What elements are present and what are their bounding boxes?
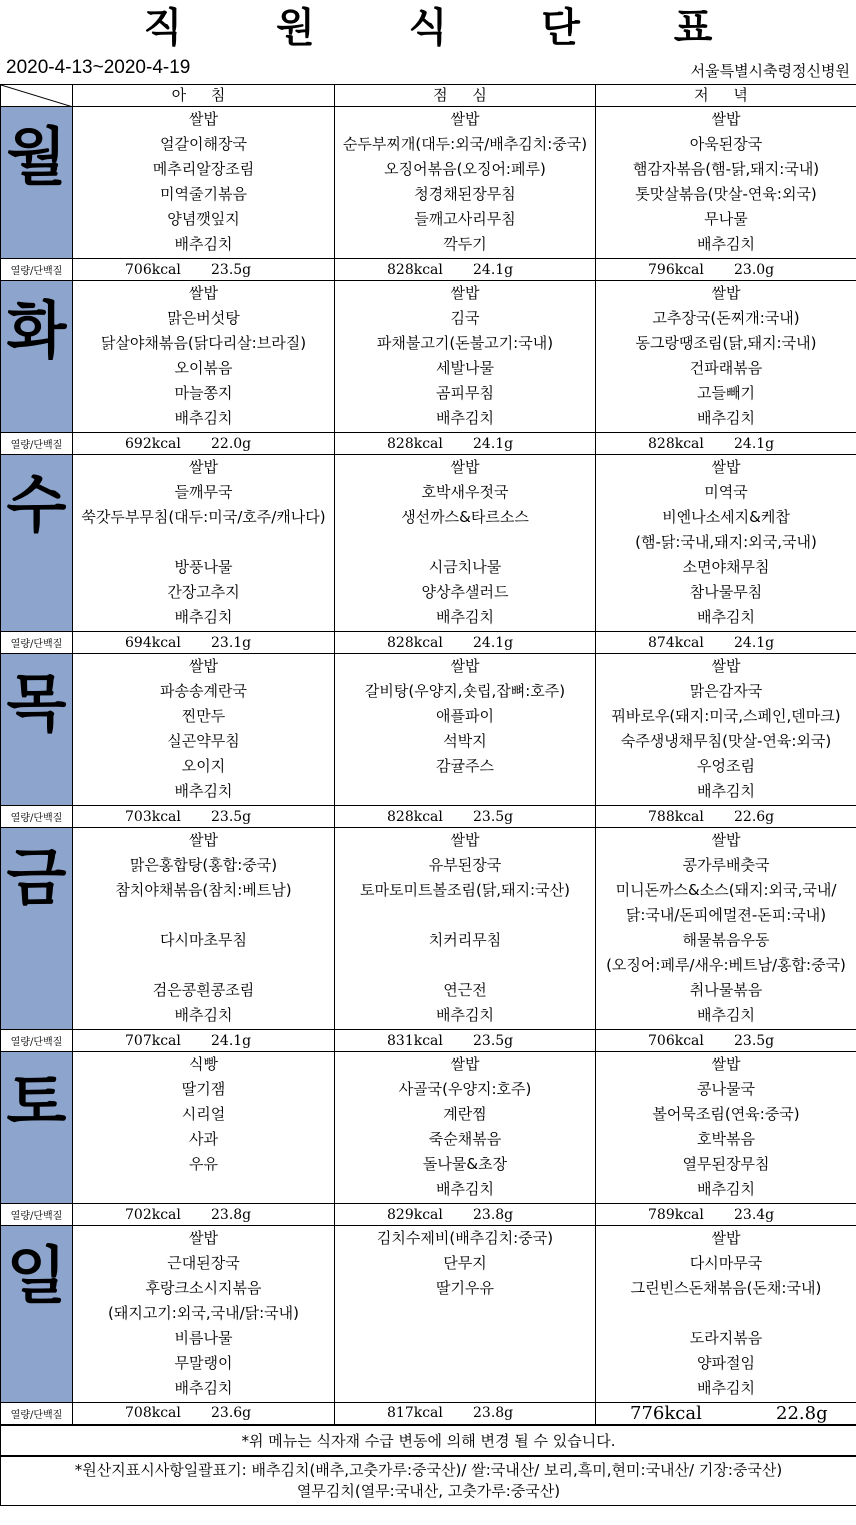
- origin-line-1: *원산지표시사항일괄표기: 배추김치(배추,고춧가루:중국산)/ 쌀:국내산/ 보리,흑미,현미:국내산/ 기장:중국산): [74, 1460, 783, 1479]
- menu-item: 쌀밥: [450, 458, 480, 476]
- breakfast-cell: [73, 455, 335, 632]
- stat-label: 열량/단백질: [1, 259, 73, 281]
- calories-value: 706kcal: [648, 1032, 704, 1049]
- lunch-cell: [335, 281, 596, 433]
- protein-value: 23.5g: [734, 1032, 775, 1049]
- menu-item: 오징어볶음(오징어:페루): [384, 160, 546, 178]
- menu-item: 배추김치: [174, 409, 233, 427]
- menu-item: 파송송계란국: [160, 682, 247, 700]
- menu-item: 연근전: [443, 981, 487, 999]
- menu-item: 비름나물: [174, 1329, 233, 1347]
- dinner-cell: [596, 828, 856, 1030]
- stat-cell: [596, 1204, 856, 1226]
- protein-value: 22.0g: [211, 435, 252, 452]
- menu-item: 양상추샐러드: [421, 583, 509, 601]
- calories-value: 828kcal: [387, 435, 443, 452]
- menu-item: 다시마무국: [689, 1254, 763, 1272]
- menu-item: 방풍나물: [174, 558, 233, 576]
- menu-item: [335, 530, 595, 555]
- day-row: [1, 455, 856, 632]
- menu-item: [335, 1376, 595, 1401]
- calories-value: 829kcal: [387, 1206, 443, 1223]
- protein-value: 22.6g: [734, 808, 775, 825]
- day-label: 수: [1, 455, 73, 632]
- menu-item: 쌀밥: [711, 458, 741, 476]
- stat-cell: [596, 632, 856, 654]
- stat-label: 열량/단백질: [1, 806, 73, 828]
- menu-item: 호박새우젓국: [421, 483, 509, 501]
- breakfast-cell: [73, 107, 335, 259]
- menu-item: (돼지고기:외국,국내/닭:국내): [107, 1304, 300, 1322]
- menu-item: 미니돈까스&소스(돼지:외국,국내/: [615, 881, 837, 899]
- menu-item: 마늘쫑지: [174, 384, 233, 402]
- menu-item: 우엉조림: [697, 757, 755, 775]
- calories-value: 703kcal: [125, 808, 181, 825]
- protein-value: 24.1g: [211, 1032, 252, 1049]
- menu-item: [596, 1301, 856, 1326]
- calories-value: 706kcal: [125, 261, 181, 278]
- menu-item: 참치야채볶음(참치:베트남): [115, 881, 292, 899]
- menu-item: 콩가루배춧국: [682, 856, 770, 874]
- menu-item: 볼어묵조림(연육:중국): [652, 1105, 800, 1123]
- menu-item: 톳맛살볶음(맛살-연육:외국): [635, 185, 817, 203]
- menu-item: 열무된장무침: [682, 1155, 770, 1173]
- menu-item: 배추김치: [697, 1006, 755, 1024]
- menu-item: 유부된장국: [428, 856, 502, 874]
- calories-value: 708kcal: [125, 1405, 181, 1422]
- menu-item: [335, 903, 595, 928]
- menu-item: 배추김치: [174, 235, 233, 253]
- calories-value: 707kcal: [125, 1032, 181, 1049]
- menu-item: 미역국: [704, 483, 748, 501]
- menu-item: 배추김치: [697, 409, 755, 427]
- menu-item: 숙주생냉채무침(맛살-연육:외국): [620, 732, 832, 750]
- menu-item: 쌀밥: [189, 458, 218, 476]
- corner-cell: [1, 85, 73, 107]
- calories-value: 776kcal: [630, 1402, 702, 1424]
- protein-value: 24.1g: [734, 435, 775, 452]
- menu-item: 쌀밥: [711, 110, 741, 128]
- protein-value: 23.8g: [473, 1405, 514, 1422]
- menu-item: 미역줄기볶음: [160, 185, 247, 203]
- menu-item: 우유: [189, 1155, 218, 1173]
- menu-item: 김치수제비(배추김치:중국): [376, 1229, 554, 1247]
- dinner-cell: [596, 455, 856, 632]
- calories-value: 828kcal: [387, 634, 443, 651]
- stat-row: [1, 632, 856, 654]
- menu-item: 후랑크소시지볶음: [145, 1279, 262, 1297]
- menu-item: 쌀밥: [189, 110, 218, 128]
- protein-value: 23.5g: [211, 261, 252, 278]
- origin-text: [1, 1456, 856, 1506]
- menu-item: 고들빼기: [697, 384, 755, 402]
- menu-item: 양파절임: [697, 1354, 755, 1372]
- menu-item: 배추김치: [436, 409, 494, 427]
- lunch-cell: [335, 455, 596, 632]
- breakfast-cell: [73, 1226, 335, 1403]
- menu-item: [73, 953, 334, 978]
- calories-value: 874kcal: [648, 634, 704, 651]
- menu-item: 얼갈이해장국: [160, 135, 247, 153]
- menu-item: 아욱된장국: [689, 135, 763, 153]
- stat-label: 열량/단백질: [1, 1204, 73, 1226]
- calories-value: 817kcal: [387, 1405, 443, 1422]
- menu-item: 감귤주스: [436, 757, 494, 775]
- date-range: 2020-4-13~2020-4-19: [6, 57, 191, 78]
- origin-line-2: 열무김치(열무:국내산, 고춧가루:중국산): [296, 1481, 561, 1500]
- menu-item: 쌀밥: [189, 831, 218, 849]
- menu-item: 석박지: [443, 732, 487, 750]
- lunch-cell: [335, 1052, 596, 1204]
- menu-item: [73, 903, 334, 928]
- breakfast-cell: [73, 654, 335, 806]
- column-lunch: 점 심: [335, 85, 596, 107]
- menu-item: 고추장국(돈찌개:국내): [652, 309, 800, 327]
- menu-item: 쌀밥: [711, 1055, 741, 1073]
- day-label: 목: [1, 654, 73, 806]
- protein-value: 23.8g: [211, 1206, 252, 1223]
- stat-cell: [73, 433, 335, 455]
- protein-value: 24.1g: [473, 435, 514, 452]
- calories-value: 796kcal: [648, 261, 704, 278]
- menu-table: [0, 84, 856, 1506]
- dinner-cell: [596, 281, 856, 433]
- menu-item: 쌀밥: [711, 657, 741, 675]
- breakfast-cell: [73, 1052, 335, 1204]
- stat-cell: [596, 1030, 856, 1052]
- menu-item: 딸기우유: [436, 1279, 494, 1297]
- menu-item: 시리얼: [181, 1105, 226, 1123]
- dinner-cell: [596, 1226, 856, 1403]
- menu-item: 실곤약무침: [167, 732, 240, 750]
- dinner-cell: [596, 1052, 856, 1204]
- menu-item: 치커리무침: [428, 931, 502, 949]
- menu-item: 세발나물: [436, 359, 494, 377]
- menu-item: 쑥갓두부무침(대두:미국/호주/캐나다): [81, 508, 326, 526]
- stat-cell: [596, 806, 856, 828]
- menu-item: 건파래볶음: [689, 359, 763, 377]
- stat-cell: [596, 433, 856, 455]
- menu-item: 닭살야채볶음(닭다리살:브라질): [100, 334, 307, 352]
- menu-item: 토마토미트볼조림(닭,돼지:국산): [360, 881, 570, 899]
- day-label: 일: [1, 1226, 73, 1403]
- day-label: 화: [1, 281, 73, 433]
- menu-item: 배추김치: [436, 1006, 494, 1024]
- calories-value: 694kcal: [125, 634, 181, 651]
- day-row: [1, 281, 856, 433]
- menu-item: 근대된장국: [167, 1254, 240, 1272]
- stat-row: [1, 1403, 856, 1425]
- menu-item: 돌나물&초장: [422, 1155, 508, 1173]
- stat-label: 열량/단백질: [1, 1030, 73, 1052]
- menu-item: 순두부찌개(대두:외국/배추김치:중국): [342, 135, 588, 153]
- menu-item: 쌀밥: [711, 1229, 741, 1247]
- menu-item: 배추김치: [697, 782, 755, 800]
- page-title: 직 원 식 단 표: [143, 5, 753, 51]
- stat-cell: [73, 1204, 335, 1226]
- stat-row: [1, 1030, 856, 1052]
- protein-value: 23.0g: [734, 261, 775, 278]
- menu-item: 간장고추지: [167, 583, 240, 601]
- stat-label: 열량/단백질: [1, 632, 73, 654]
- stat-cell: [335, 433, 596, 455]
- menu-item: [73, 530, 334, 555]
- menu-item: 맑은홍합탕(홍합:중국): [129, 856, 278, 874]
- menu-item: 곰피무침: [436, 384, 494, 402]
- menu-item: 맑은감자국: [689, 682, 763, 700]
- protein-value: 23.1g: [211, 634, 252, 651]
- stat-cell: [73, 1403, 335, 1425]
- menu-item: 배추김치: [174, 1379, 233, 1397]
- stat-cell: [335, 1030, 596, 1052]
- menu-item: 그린빈스돈채볶음(돈채:국내): [630, 1279, 822, 1297]
- menu-item: 배추김치: [174, 1006, 233, 1024]
- menu-item: 취나물볶음: [689, 981, 763, 999]
- menu-item: 검은콩흰콩조림: [152, 981, 255, 999]
- menu-item: 동그랑땡조림(닭,돼지:국내): [635, 334, 817, 352]
- day-label: 월: [1, 107, 73, 259]
- menu-item: 쌀밥: [189, 284, 218, 302]
- stat-cell: [335, 1403, 596, 1425]
- menu-item: 무나물: [704, 210, 748, 228]
- menu-item: 도라지볶음: [689, 1329, 763, 1347]
- breakfast-cell: [73, 828, 335, 1030]
- menu-item: 애플파이: [436, 707, 494, 725]
- dinner-cell: [596, 654, 856, 806]
- menu-item: 딸기잼: [181, 1080, 226, 1098]
- lunch-cell: [335, 107, 596, 259]
- menu-item: 쌀밥: [450, 110, 480, 128]
- day-label: 금: [1, 828, 73, 1030]
- menu-item: 쌀밥: [450, 657, 480, 675]
- calories-value: 828kcal: [648, 435, 704, 452]
- menu-item: (오징어:페루/새우:베트남/홍합:중국): [606, 956, 846, 974]
- menu-item: 쌀밥: [450, 1055, 480, 1073]
- menu-item: 배추김치: [436, 608, 494, 626]
- protein-value: 23.5g: [211, 808, 252, 825]
- menu-item: 쌀밥: [189, 1229, 218, 1247]
- menu-item: 죽순채볶음: [428, 1130, 502, 1148]
- menu-item: 맑은버섯탕: [167, 309, 240, 327]
- stat-cell: [596, 1403, 856, 1425]
- menu-item: 닭:국내/돈피에멀젼-돈피:국내): [625, 906, 827, 924]
- stat-cell: [335, 1204, 596, 1226]
- stat-cell: [73, 1030, 335, 1052]
- menu-item: 무말랭이: [174, 1354, 233, 1372]
- menu-item: 쌀밥: [189, 657, 218, 675]
- menu-item: 계란찜: [443, 1105, 487, 1123]
- stat-row: [1, 806, 856, 828]
- stat-cell: [596, 259, 856, 281]
- protein-value: 22.8g: [776, 1402, 828, 1424]
- menu-item: 배추김치: [697, 235, 755, 253]
- lunch-cell: [335, 654, 596, 806]
- hospital-name: 서울특별시축령정신병원: [690, 62, 850, 80]
- menu-item: 참나물무침: [689, 583, 763, 601]
- column-breakfast: 아 침: [73, 85, 335, 107]
- menu-item: 배추김치: [697, 1180, 755, 1198]
- menu-item: 소면야채무침: [682, 558, 770, 576]
- protein-value: 23.5g: [473, 808, 514, 825]
- menu-item: [335, 1351, 595, 1376]
- protein-value: 23.8g: [473, 1206, 514, 1223]
- day-row: [1, 828, 856, 1030]
- menu-item: 비엔나소세지&케찹: [662, 508, 790, 526]
- stat-cell: [335, 632, 596, 654]
- menu-item: 쌀밥: [711, 831, 741, 849]
- breakfast-cell: [73, 281, 335, 433]
- menu-item: [335, 779, 595, 804]
- day-row: [1, 1226, 856, 1403]
- diagonal-line-icon: [1, 85, 73, 107]
- day-row: [1, 1052, 856, 1204]
- stat-cell: [73, 632, 335, 654]
- menu-item: 배추김치: [174, 782, 233, 800]
- stat-row: [1, 1204, 856, 1226]
- menu-item: 파채불고기(돈불고기:국내): [376, 334, 554, 352]
- calories-value: 788kcal: [648, 808, 704, 825]
- menu-item: 찐만두: [181, 707, 226, 725]
- menu-item: 쌀밥: [711, 284, 741, 302]
- stat-row: [1, 259, 856, 281]
- notice-text: *위 메뉴는 식자재 수급 변동에 의해 변경 될 수 있습니다.: [1, 1425, 856, 1456]
- stat-cell: [73, 806, 335, 828]
- menu-item: 오이지: [181, 757, 226, 775]
- menu-item: 배추김치: [436, 1180, 494, 1198]
- stat-label: 열량/단백질: [1, 433, 73, 455]
- menu-item: 사과: [189, 1130, 218, 1148]
- protein-value: 24.1g: [473, 634, 514, 651]
- menu-item: 배추김치: [697, 1379, 755, 1397]
- stat-cell: [335, 806, 596, 828]
- protein-value: 23.6g: [211, 1405, 252, 1422]
- menu-item: (햄-닭:국내,돼지:외국,국내): [635, 533, 817, 551]
- menu-item: 청경채된장무침: [414, 185, 516, 203]
- protein-value: 24.1g: [473, 261, 514, 278]
- column-dinner: 저 녁: [596, 85, 856, 107]
- menu-item: 햄감자볶음(햄-닭,돼지:국내): [632, 160, 820, 178]
- header-row: [1, 85, 856, 107]
- menu-item: 식빵: [189, 1055, 218, 1073]
- menu-item: 배추김치: [174, 608, 233, 626]
- calories-value: 828kcal: [387, 808, 443, 825]
- origin-row: [1, 1456, 856, 1506]
- lunch-cell: [335, 1226, 596, 1403]
- stat-label: 열량/단백질: [1, 1403, 73, 1425]
- menu-item: 깍두기: [443, 235, 487, 253]
- menu-item: 오이볶음: [174, 359, 233, 377]
- day-row: [1, 107, 856, 259]
- protein-value: 23.5g: [473, 1032, 514, 1049]
- menu-item: 갈비탕(우양지,숏립,잡뼈:호주): [364, 682, 566, 700]
- notice-row: [1, 1425, 856, 1456]
- protein-value: 23.4g: [734, 1206, 775, 1223]
- dinner-cell: [596, 107, 856, 259]
- day-row: [1, 654, 856, 806]
- menu-item: [335, 953, 595, 978]
- menu-item: 호박볶음: [697, 1130, 755, 1148]
- calories-value: 828kcal: [387, 261, 443, 278]
- calories-value: 789kcal: [648, 1206, 704, 1223]
- menu-item: 단무지: [443, 1254, 487, 1272]
- menu-item: 김국: [450, 309, 480, 327]
- menu-item: 쌀밥: [450, 284, 480, 302]
- protein-value: 24.1g: [734, 634, 775, 651]
- stat-row: [1, 433, 856, 455]
- menu-item: 들깨고사리무침: [414, 210, 516, 228]
- menu-item: 쌀밥: [450, 831, 480, 849]
- lunch-cell: [335, 828, 596, 1030]
- stat-cell: [335, 259, 596, 281]
- menu-item: 사골국(우양지:호주): [398, 1080, 532, 1098]
- day-label: 토: [1, 1052, 73, 1204]
- menu-item: [73, 1177, 334, 1202]
- menu-item: 꿔바로우(돼지:미국,스페인,덴마크): [611, 707, 841, 725]
- calories-value: 692kcal: [125, 435, 181, 452]
- menu-item: 들깨무국: [174, 483, 233, 501]
- menu-item: [335, 1301, 595, 1326]
- menu-item: 배추김치: [697, 608, 755, 626]
- menu-item: 콩나물국: [697, 1080, 755, 1098]
- menu-item: 해물볶음우동: [682, 931, 770, 949]
- menu-item: 생선까스&타르소스: [401, 508, 529, 526]
- menu-item: 시금치나물: [428, 558, 502, 576]
- calories-value: 702kcal: [125, 1206, 181, 1223]
- menu-item: 양념깻잎지: [167, 210, 240, 228]
- calories-value: 831kcal: [387, 1032, 443, 1049]
- menu-item: [335, 1326, 595, 1351]
- menu-item: 메추리알장조림: [152, 160, 255, 178]
- menu-item: 다시마초무침: [160, 931, 247, 949]
- stat-cell: [73, 259, 335, 281]
